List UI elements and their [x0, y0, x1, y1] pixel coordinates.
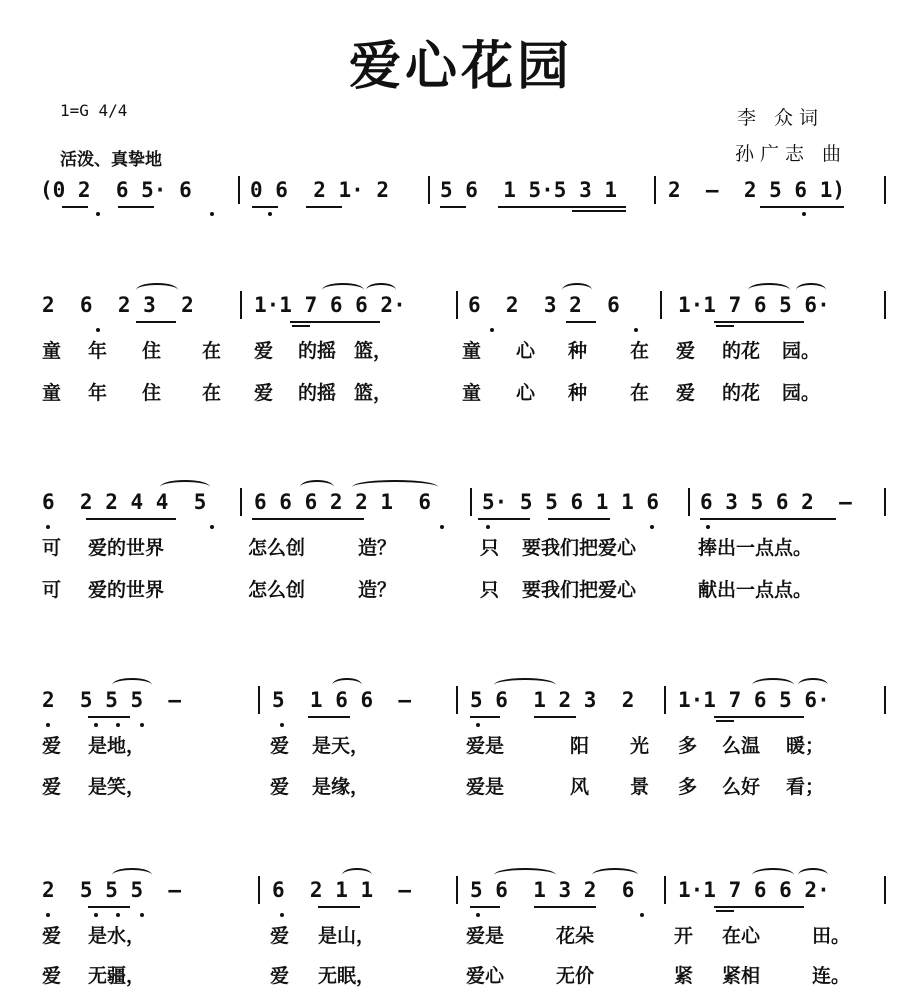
octave-dot	[640, 913, 644, 917]
beam-underline	[700, 518, 836, 520]
beam-underline	[440, 206, 466, 208]
barline	[654, 176, 656, 204]
lyric: 是天，	[312, 735, 370, 757]
tempo-marking: 活泼、真挚地	[60, 150, 162, 170]
lyric: 是缘，	[312, 776, 370, 798]
row3-verse1	[42, 731, 902, 757]
lyric: 童	[42, 382, 62, 404]
lyric: 造？	[358, 579, 397, 601]
lyric: 要我们把爱心	[522, 537, 637, 559]
octave-dot	[96, 328, 100, 332]
lyric: 要我们把爱心	[522, 579, 637, 601]
lyric: 的摇	[298, 340, 337, 362]
slur	[322, 283, 364, 297]
lyric: 么好	[722, 776, 761, 798]
barline	[470, 488, 472, 516]
row1-measure-4: 1·1 7 6 5 6·	[678, 293, 830, 317]
row4-measure-2: 6 2 1 1 –	[272, 878, 412, 902]
lyric: 住	[142, 382, 162, 404]
octave-dot	[802, 212, 806, 216]
lyric: 心	[516, 340, 536, 362]
beam-underline	[470, 716, 500, 718]
beam-underline	[252, 206, 278, 208]
lyric: 紧相	[722, 965, 761, 987]
barline	[258, 686, 260, 714]
row4-verse1	[42, 921, 902, 947]
lyric: 爱是	[466, 776, 505, 798]
lyric: 爱	[676, 382, 696, 404]
intro-measure-3: 5 6 1 5·5 3 1	[440, 178, 618, 202]
barline	[428, 176, 430, 204]
slur	[798, 678, 828, 692]
octave-dot	[94, 913, 98, 917]
octave-dot	[650, 525, 654, 529]
octave-dot	[116, 723, 120, 727]
slur	[748, 283, 790, 297]
row1-measure-1: 2 6 2 3 2	[42, 293, 194, 317]
beam-underline	[716, 720, 734, 722]
row2-verse1	[42, 533, 902, 559]
barline	[664, 876, 666, 904]
beam-underline	[498, 206, 626, 208]
octave-dot	[476, 723, 480, 727]
lyric: 看；	[786, 776, 825, 798]
lyric: 造？	[358, 537, 397, 559]
lyric: 无疆，	[88, 965, 146, 987]
beam-underline	[118, 206, 154, 208]
lyric: 紧	[674, 965, 694, 987]
lyric: 捧出一点点。	[698, 537, 813, 559]
row1-measure-3: 6 2 3 2 6	[468, 293, 620, 317]
lyric: 无价	[556, 965, 595, 987]
barline	[240, 291, 242, 319]
beam-underline	[290, 321, 380, 323]
row4-measure-1: 2 5 5 5 –	[42, 878, 182, 902]
lyric: 爱的世界	[88, 537, 165, 559]
row2-measure-4: 6 3 5 6 2 –	[700, 490, 852, 514]
octave-dot	[210, 212, 214, 216]
lyric: 在	[630, 340, 650, 362]
row1-verse2	[42, 378, 902, 404]
slur	[300, 480, 334, 494]
octave-dot	[490, 328, 494, 332]
row3-measure-3: 5 6 1 2 3 2	[470, 688, 635, 712]
barline	[258, 876, 260, 904]
intro-measure-2: 0 6 2 1· 2	[250, 178, 390, 202]
lyric: 年	[88, 340, 108, 362]
barline	[664, 686, 666, 714]
lyric: 怎么创	[248, 579, 306, 601]
beam-underline	[88, 906, 130, 908]
row3-measure-1: 2 5 5 5 –	[42, 688, 182, 712]
slur	[136, 283, 178, 297]
beam-underline	[318, 906, 360, 908]
barline	[456, 291, 458, 319]
octave-dot	[46, 913, 50, 917]
slur	[798, 868, 828, 882]
beam-underline	[714, 321, 804, 323]
octave-dot	[706, 525, 710, 529]
slur	[352, 480, 438, 494]
beam-underline	[470, 906, 500, 908]
lyric: 爱是	[466, 735, 505, 757]
barline-end	[884, 291, 886, 319]
octave-dot	[46, 525, 50, 529]
intro-notes	[40, 178, 900, 204]
intro-measure-4: 2 – 2 5 6 1)	[668, 178, 846, 202]
lyric: 献出一点点。	[698, 579, 813, 601]
lyric: 可	[42, 537, 62, 559]
lyric: 园。	[782, 382, 821, 404]
beam-underline	[572, 210, 626, 212]
slur	[562, 283, 592, 297]
lyric: 的花	[722, 340, 761, 362]
beam-underline	[566, 321, 596, 323]
octave-dot	[116, 913, 120, 917]
beam-underline	[62, 206, 88, 208]
composer-credit: 孙广志 曲	[735, 143, 848, 165]
row4-measure-4: 1·1 7 6 6 2·	[678, 878, 830, 902]
lyricist-credit: 李 众词	[737, 107, 825, 129]
slur	[796, 283, 826, 297]
lyric: 暖；	[786, 735, 825, 757]
lyric: 连。	[812, 965, 851, 987]
barline-end	[884, 876, 886, 904]
lyric: 无眠，	[318, 965, 376, 987]
octave-dot	[46, 723, 50, 727]
octave-dot	[476, 913, 480, 917]
lyric: 种	[568, 382, 588, 404]
octave-dot	[140, 913, 144, 917]
lyric: 阳	[570, 735, 590, 757]
lyric: 是山，	[318, 925, 376, 947]
beam-underline	[252, 518, 364, 520]
lyric: 的花	[722, 382, 761, 404]
lyric: 爱	[270, 735, 290, 757]
slur	[494, 678, 556, 692]
lyric: 爱	[42, 776, 62, 798]
slur	[112, 678, 152, 692]
octave-dot	[96, 212, 100, 216]
octave-dot	[280, 913, 284, 917]
octave-dot	[94, 723, 98, 727]
lyric: 心	[516, 382, 536, 404]
octave-dot	[486, 525, 490, 529]
beam-underline	[716, 325, 734, 327]
beam-underline	[292, 325, 310, 327]
beam-underline	[88, 716, 130, 718]
beam-underline	[548, 518, 610, 520]
lyric: 爱	[270, 776, 290, 798]
slur	[494, 868, 556, 882]
beam-underline	[760, 206, 844, 208]
lyric: 在	[630, 382, 650, 404]
row2-measure-2: 6 6 6 2 2 1 6	[254, 490, 432, 514]
lyric: 么温	[722, 735, 761, 757]
lyric: 多	[678, 735, 698, 757]
lyric: 只	[480, 537, 500, 559]
barline	[240, 488, 242, 516]
barline-end	[884, 488, 886, 516]
beam-underline	[308, 716, 350, 718]
barline	[456, 876, 458, 904]
beam-underline	[714, 716, 804, 718]
intro-measure-1: (0 2 6 5· 6	[40, 178, 192, 202]
lyric: 篮，	[354, 382, 393, 404]
lyric: 种	[568, 340, 588, 362]
lyric: 在心	[722, 925, 761, 947]
row2-measure-3: 5· 5 5 6 1 1 6	[482, 490, 660, 514]
slur	[752, 868, 794, 882]
lyric: 爱	[42, 925, 62, 947]
beam-underline	[716, 910, 734, 912]
lyric: 园。	[782, 340, 821, 362]
lyric: 在	[202, 382, 222, 404]
slur	[332, 678, 362, 692]
barline-end	[884, 686, 886, 714]
lyric: 爱	[254, 340, 274, 362]
octave-dot	[280, 723, 284, 727]
slur	[160, 480, 210, 494]
lyric: 爱	[42, 965, 62, 987]
lyric: 开	[674, 925, 694, 947]
octave-dot	[440, 525, 444, 529]
beam-underline	[534, 716, 576, 718]
lyric: 住	[142, 340, 162, 362]
row1-measure-2: 1·1 7 6 6 2·	[254, 293, 406, 317]
beam-underline	[534, 906, 596, 908]
beam-underline	[136, 321, 176, 323]
beam-underline	[478, 518, 530, 520]
lyric: 的摇	[298, 382, 337, 404]
row1-verse1	[42, 336, 902, 362]
octave-dot	[210, 525, 214, 529]
lyric: 可	[42, 579, 62, 601]
row2-verse2	[42, 575, 902, 601]
lyric: 田。	[812, 925, 851, 947]
lyric: 爱	[676, 340, 696, 362]
lyric: 景	[630, 776, 650, 798]
barline	[456, 686, 458, 714]
lyric: 爱是	[466, 925, 505, 947]
row3-measure-2: 5 1 6 6 –	[272, 688, 412, 712]
song-title: 爱心花园	[348, 37, 573, 97]
lyric: 童	[42, 340, 62, 362]
lyric: 爱	[42, 735, 62, 757]
barline	[660, 291, 662, 319]
slur	[752, 678, 794, 692]
barline-end	[884, 176, 886, 204]
lyric: 光	[630, 735, 650, 757]
slur	[366, 283, 396, 297]
lyric: 爱	[270, 965, 290, 987]
lyric: 篮，	[354, 340, 393, 362]
lyric: 风	[570, 776, 590, 798]
row3-verse2	[42, 772, 902, 798]
lyric: 童	[462, 340, 482, 362]
lyric: 爱的世界	[88, 579, 165, 601]
lyric: 童	[462, 382, 482, 404]
beam-underline	[306, 206, 342, 208]
lyric: 是地，	[88, 735, 146, 757]
beam-underline	[86, 518, 176, 520]
slur	[592, 868, 638, 882]
octave-dot	[140, 723, 144, 727]
barline	[688, 488, 690, 516]
lyric: 只	[480, 579, 500, 601]
beam-underline	[714, 906, 804, 908]
lyric: 在	[202, 340, 222, 362]
octave-dot	[634, 328, 638, 332]
lyric: 花朵	[556, 925, 595, 947]
row4-measure-3: 5 6 1 3 2 6	[470, 878, 635, 902]
lyric: 是笑，	[88, 776, 146, 798]
barline	[238, 176, 240, 204]
key-signature: 1=G 4/4	[60, 101, 128, 120]
slur	[112, 868, 152, 882]
lyric: 爱	[254, 382, 274, 404]
lyric: 怎么创	[248, 537, 306, 559]
lyric: 多	[678, 776, 698, 798]
slur	[342, 868, 372, 882]
row4-verse2	[42, 961, 902, 987]
row2-measure-1: 6 2 2 4 4 5	[42, 490, 207, 514]
lyric: 年	[88, 382, 108, 404]
lyric: 爱	[270, 925, 290, 947]
octave-dot	[268, 212, 272, 216]
lyric: 爱心	[466, 965, 505, 987]
lyric: 是水，	[88, 925, 146, 947]
row3-measure-4: 1·1 7 6 5 6·	[678, 688, 830, 712]
